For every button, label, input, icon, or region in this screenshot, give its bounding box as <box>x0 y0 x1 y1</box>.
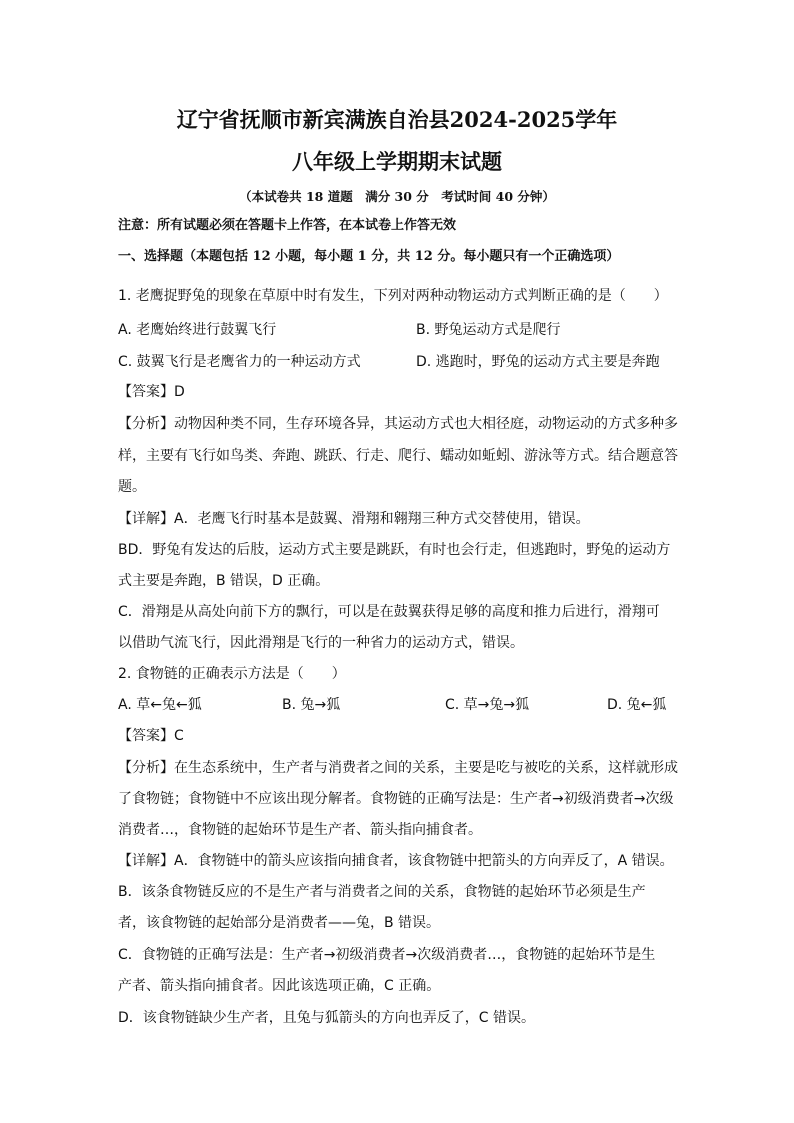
question-2-detail-line: 【详解】A．食物链中的箭头应该指向捕食者，该食物链中把箭头的方向弄反了，A 错误。 <box>118 853 674 869</box>
question-2-detail-line: C．食物链的正确写法是：生产者→初级消费者→次级消费者…，食物链的起始环节是生 <box>118 947 656 963</box>
question-1-detail-line: 式主要是奔跑，B 错误，D 正确。 <box>118 573 330 589</box>
question-2-detail-line: B．该条食物链反应的不是生产者与消费者之间的关系，食物链的起始环节必须是生产 <box>118 884 646 900</box>
question-1-option-c: C. 鼓翼飞行是老鹰省力的一种运动方式 <box>118 354 361 370</box>
question-2-stem: 2. 食物链的正确表示方法是（ ） <box>118 666 346 682</box>
section-heading: 一、选择题（本题包括 12 小题，每小题 1 分，共 12 分。每小题只有一个正确选项） <box>118 249 620 264</box>
question-2-detail-line: D．该食物链缺少生产者，且兔与狐箭头的方向也弄反了，C 错误。 <box>118 1010 536 1026</box>
question-2-option-b: B. 兔→狐 <box>282 697 341 713</box>
question-2-option-d: D. 兔←狐 <box>607 697 667 713</box>
question-2-detail-line: 者，该食物链的起始部分是消费者——兔，B 错误。 <box>118 915 441 931</box>
question-1-detail-line: BD．野兔有发达的后肢，运动方式主要是跳跃，有时也会行走，但逃跑时，野兔的运动方 <box>118 542 671 558</box>
question-1-analysis-line: 样，主要有飞行如鸟类、奔跑、跳跃、行走、爬行、蠕动如蚯蚓、游泳等方式。结合题意答 <box>118 448 678 464</box>
question-1-detail-line: 以借助气流飞行，因此滑翔是飞行的一种省力的运动方式，错误。 <box>118 635 524 651</box>
question-2-analysis-line: 【分析】在生态系统中，生产者与消费者之间的关系，主要是吃与被吃的关系，这样就形成 <box>118 760 678 776</box>
question-1-option-d: D. 逃跑时，野兔的运动方式主要是奔跑 <box>416 354 660 370</box>
question-2-analysis-line: 了食物链；食物链中不应该出现分解者。食物链的正确写法是：生产者→初级消费者→次级 <box>118 791 674 807</box>
question-1-analysis-line: 题。 <box>118 479 146 495</box>
question-2-detail-line: 产者、箭头指向捕食者。因此该选项正确，C 正确。 <box>118 978 441 994</box>
notice: 注意：所有试题必须在答题卡上作答，在本试卷上作答无效 <box>118 218 457 233</box>
question-1-analysis-line: 【分析】动物因种类不同，生存环境各异，其运动方式也大相径庭，动物运动的方式多种多 <box>118 416 678 432</box>
question-2-answer: 【答案】C <box>118 728 184 744</box>
page-title-line1: 辽宁省抚顺市新宾满族自治县2024-2025学年 <box>176 107 618 132</box>
question-2-analysis-line: 消费者…，食物链的起始环节是生产者、箭头指向捕食者。 <box>118 822 482 838</box>
question-1-detail-line: 【详解】A．老鹰飞行时基本是鼓翼、滑翔和翱翔三种方式交替使用，错误。 <box>118 511 590 527</box>
question-1-option-a: A. 老鹰始终进行鼓翼飞行 <box>118 322 277 338</box>
question-2-option-a: A. 草←兔←狐 <box>118 697 202 713</box>
exam-info: （本试卷共 18 道题 满分 30 分 考试时间 40 分钟） <box>239 189 555 204</box>
question-2-option-c: C. 草→兔→狐 <box>445 697 530 713</box>
question-1-detail-line: C．滑翔是从高处向前下方的飘行，可以是在鼓翼获得足够的高度和推力后进行，滑翔可 <box>118 604 660 620</box>
question-1-option-b: B. 野兔运动方式是爬行 <box>416 322 561 338</box>
question-1-stem: 1. 老鹰捉野兔的现象在草原中时有发生，下列对两种动物运动方式判断正确的是（ ） <box>118 288 668 304</box>
question-1-answer: 【答案】D <box>118 384 185 400</box>
page-title-line2: 八年级上学期期末试题 <box>292 149 502 174</box>
